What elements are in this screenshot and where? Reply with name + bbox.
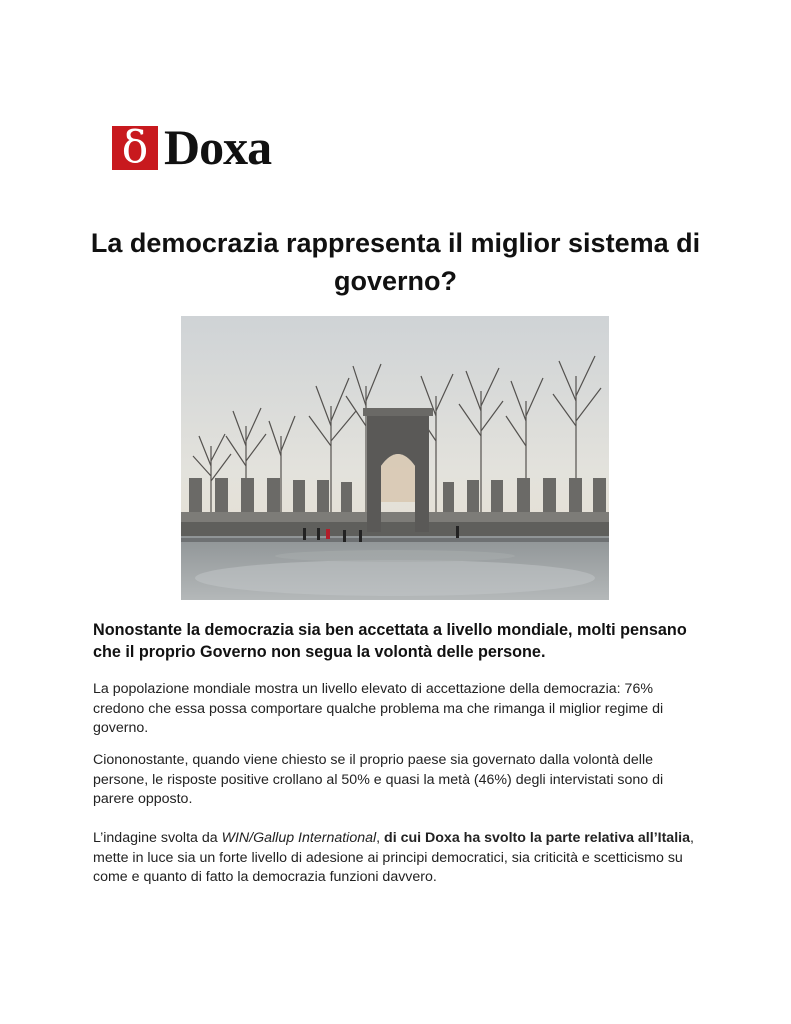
body-paragraph-1: La popolazione mondiale mostra un livello elevato di accettazione della democrazia: 76% credono che essa possa comportare qualche problema ma che rimanga il miglior regime di governo. — [93, 681, 664, 736]
p3-rest: , mette in luce sia un forte livello di adesione ai principi democratici, sia criticità e scetticismo su come e quanto di fatto la democrazia funzioni davvero. — [93, 830, 694, 885]
doxa-logo-glyph: δ — [121, 122, 149, 173]
survey-source: WIN/Gallup International — [221, 830, 377, 846]
memorial-photo — [181, 316, 609, 600]
doxa-logo-mark — [112, 122, 158, 173]
doxa-role: di cui Doxa ha svolto la parte relativa all’Italia — [384, 830, 690, 846]
doxa-logo-text: Doxa — [164, 119, 272, 175]
body-paragraph-3 — [93, 829, 708, 888]
page-title: La democrazia rappresenta il miglior sistema di governo? — [90, 228, 701, 296]
p3-intro: L’indagine svolta da — [93, 830, 222, 846]
body-paragraph-2: Ciononostante, quando viene chiesto se il proprio paese sia governato dalla volontà delle persone, le risposte positive crollano al 50% e quasi la metà (46%) degli intervistati sono di parere opposto. — [93, 752, 664, 807]
lead-paragraph: Nonostante la democrazia sia ben accettata a livello mondiale, molti pensano che il proprio Governo non segua la volontà delle persone. — [93, 621, 687, 661]
p3-separator: , — [376, 830, 385, 846]
doxa-logo — [112, 119, 302, 175]
